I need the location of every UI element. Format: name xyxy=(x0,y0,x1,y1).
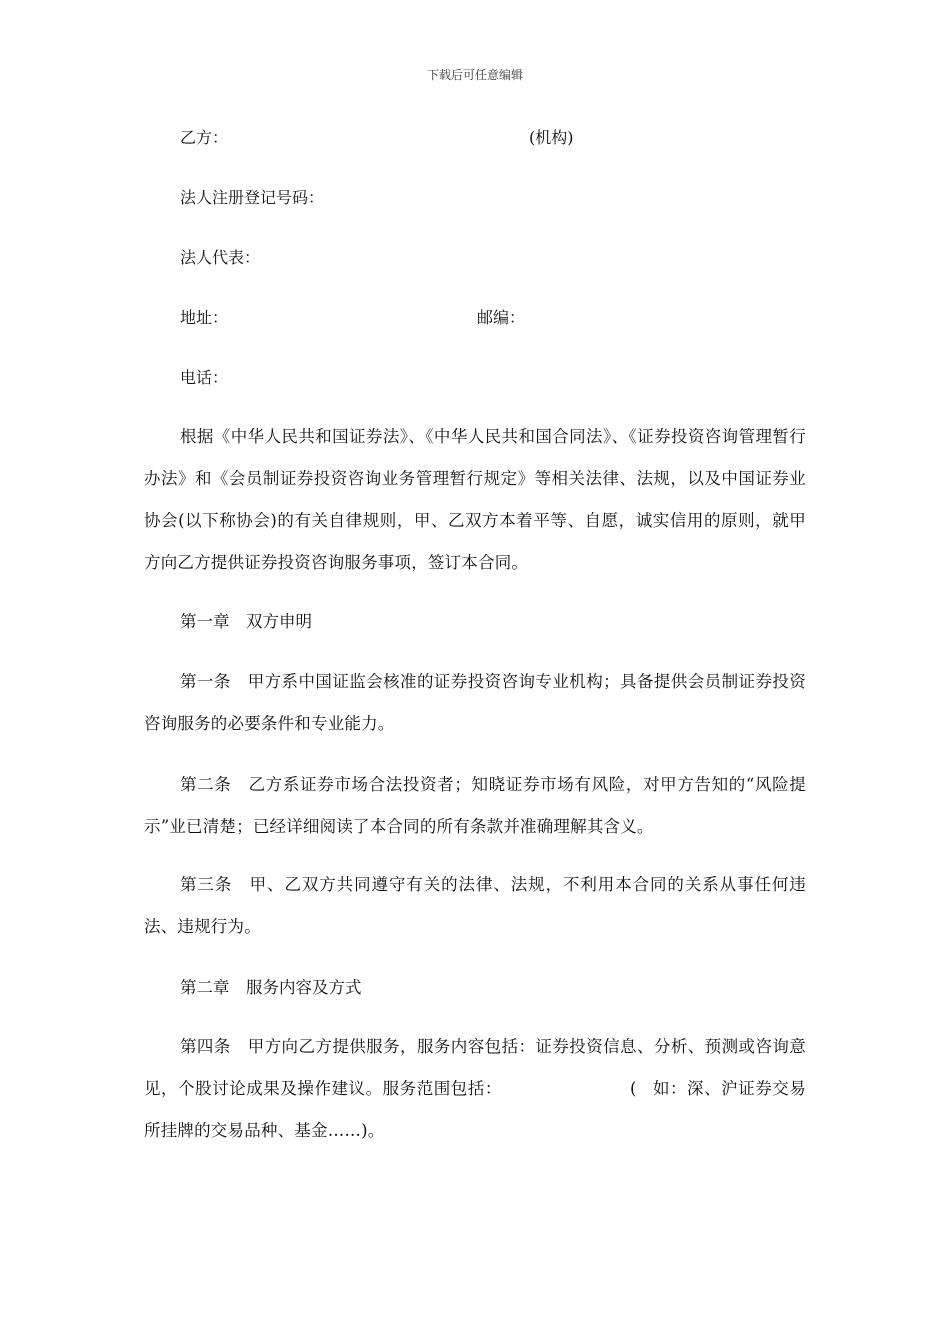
article-3: 第三条 甲、乙双方共同遵守有关的法律、法规，不利用本合同的关系从事任何违法、违规行为。 xyxy=(144,875,806,936)
article-4-text: 第四条 甲方向乙方提供服务，服务内容包括：证券投资信息、分析、预测或咨询意见，个股讨论成果及操作建议。服务范围包括： xyxy=(144,1037,806,1098)
article-4 xyxy=(144,1026,806,1152)
legal-representative-label: 法人代表： xyxy=(180,248,261,267)
registration-number-label: 法人注册登记号码： xyxy=(180,188,325,207)
party-b-type: (机构) xyxy=(529,128,574,147)
article-4-example: 如：深、沪证券交易所挂牌的交易品种、基金……)。 xyxy=(144,1079,806,1140)
article-1: 第一条 甲方系中国证监会核准的证券投资咨询专业机构；具备提供会员制证券投资咨询服务的必要条件和专业能力。 xyxy=(144,672,806,733)
article-2: 第二条 乙方系证券市场合法投资者；知晓证券市场有风险，对甲方告知的“风险提示”业已清楚；已经详细阅读了本合同的所有条款并准确理解其含义。 xyxy=(144,775,806,836)
article-4-paren: ( xyxy=(629,1079,637,1098)
page-header-note: 下载后可任意编辑 xyxy=(426,68,523,82)
phone-label: 电话： xyxy=(180,368,229,387)
chapter-2-title: 第二章 服务内容及方式 xyxy=(180,978,362,997)
postcode-label: 邮编： xyxy=(477,308,526,327)
address-label: 地址： xyxy=(180,308,229,327)
intro-paragraph: 根据《中华人民共和国证券法》、《中华人民共和国合同法》、《证券投资咨询管理暂行办法》和《会员制证券投资咨询业务管理暂行规定》等相关法律、法规，以及中国证券业协会(以下称协会)的有关自律规则，甲、乙双方本着平等、自愿，诚实信用的原则，就甲方向乙方提供证券投资咨询服务事项，签订本合同。 xyxy=(144,427,806,572)
chapter-1-title: 第一章 双方申明 xyxy=(180,612,312,631)
party-b-label: 乙方： xyxy=(180,128,229,147)
